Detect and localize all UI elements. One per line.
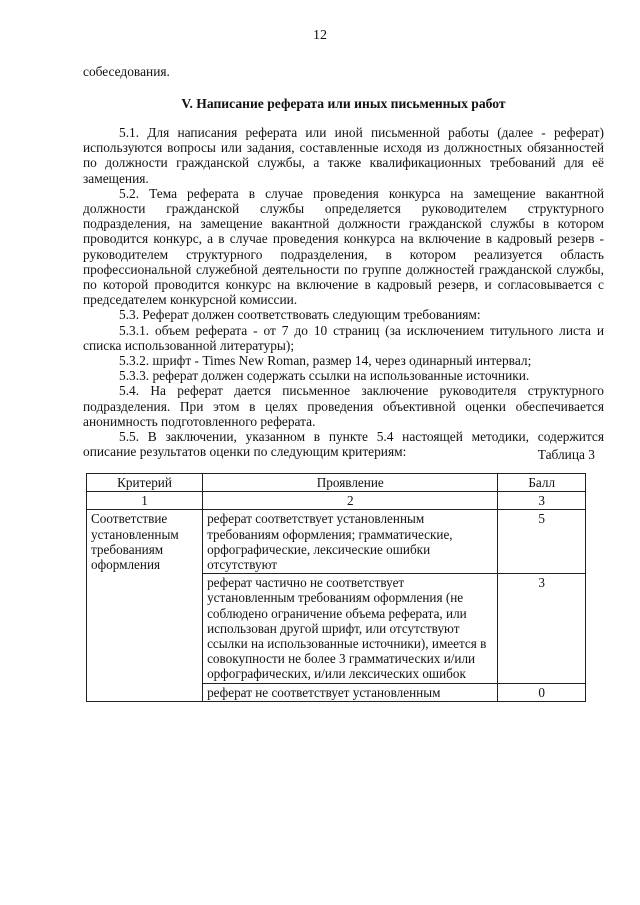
section-heading: V. Написание реферата или иных письменных работ xyxy=(181,96,506,111)
paragraph-5-3-3: 5.3.3. реферат должен содержать ссылки на использованные источники. xyxy=(119,368,530,384)
column-number-3: 3 xyxy=(498,492,586,510)
criteria-table xyxy=(86,473,586,702)
header-manifestation: Проявление xyxy=(203,474,498,492)
table-row xyxy=(87,510,586,574)
paragraph-5-5: 5.5. В заключении, указанном в пункте 5.4 настоящей методики, содержится описание результатов оценки по следующим критериям: xyxy=(83,429,604,460)
paragraph-5-4: 5.4. На реферат дается письменное заключение руководителя структурного подразделения. При этом в целях проведения объективной оценки обеспечивается анонимность подготовленного реферата. xyxy=(83,383,604,429)
column-number-1: 1 xyxy=(87,492,203,510)
header-score: Балл xyxy=(498,474,586,492)
continued-text: собеседования. xyxy=(83,64,170,79)
manifestation-cell: реферат частично не соответствует установленным требованиям оформления (не соблюдено ограничение объема реферата, или использован другой шрифт, или отсутствуют ссылки на использованные источники), имеется в совокупности не более 3 грамматических и/или орфографических, и/или лексических ошибок xyxy=(203,574,498,683)
table-header-row xyxy=(87,474,586,492)
manifestation-cell: реферат не соответствует установленным xyxy=(203,683,498,701)
table-number-row xyxy=(87,492,586,510)
score-cell: 0 xyxy=(498,683,586,701)
score-cell: 3 xyxy=(498,574,586,683)
paragraph-5-3-2: 5.3.2. шрифт - Times New Roman, размер 14, через одинарный интервал; xyxy=(119,353,532,369)
manifestation-cell: реферат соответствует установленным требованиям оформления; грамматические, орфографические, лексические ошибки отсутствуют xyxy=(203,510,498,574)
page-number: 12 xyxy=(313,28,327,43)
paragraph-5-1: 5.1. Для написания реферата или иной письменной работы (далее - реферат) используются вопросы или задания, составленные исходя из должностных обязанностей по должности гражданской службы, а также квалификационных требований для её замещения. xyxy=(83,125,604,186)
header-criterion: Критерий xyxy=(87,474,203,492)
score-cell: 5 xyxy=(498,510,586,574)
body-text xyxy=(83,125,604,459)
paragraph-5-2: 5.2. Тема реферата в случае проведения конкурса на замещение вакантной должности гражданской службы определяется руководителем структурного подразделения, на замещение вакантной должности гражданской службы в котором проводится конкурс, а в случае проведения конкурса на включение в кадровый резерв - руководителем структурного подразделения, в котором реализуется область профессиональной служебной деятельности по группе должностей гражданской службы, по которой проводится конкурс на включение в кадровый резерв, и согласовывается с председателем конкурсной комиссии. xyxy=(83,185,604,308)
paragraph-5-3: 5.3. Реферат должен соответствовать следующим требованиям: xyxy=(119,307,481,323)
criterion-cell: Соответствие установленным требованиям оформления xyxy=(87,510,203,701)
column-number-2: 2 xyxy=(203,492,498,510)
paragraph-5-3-1: 5.3.1. объем реферата - от 7 до 10 страниц (за исключением титульного листа и списка использованной литературы); xyxy=(83,322,604,353)
table-caption: Таблица 3 xyxy=(537,447,595,462)
